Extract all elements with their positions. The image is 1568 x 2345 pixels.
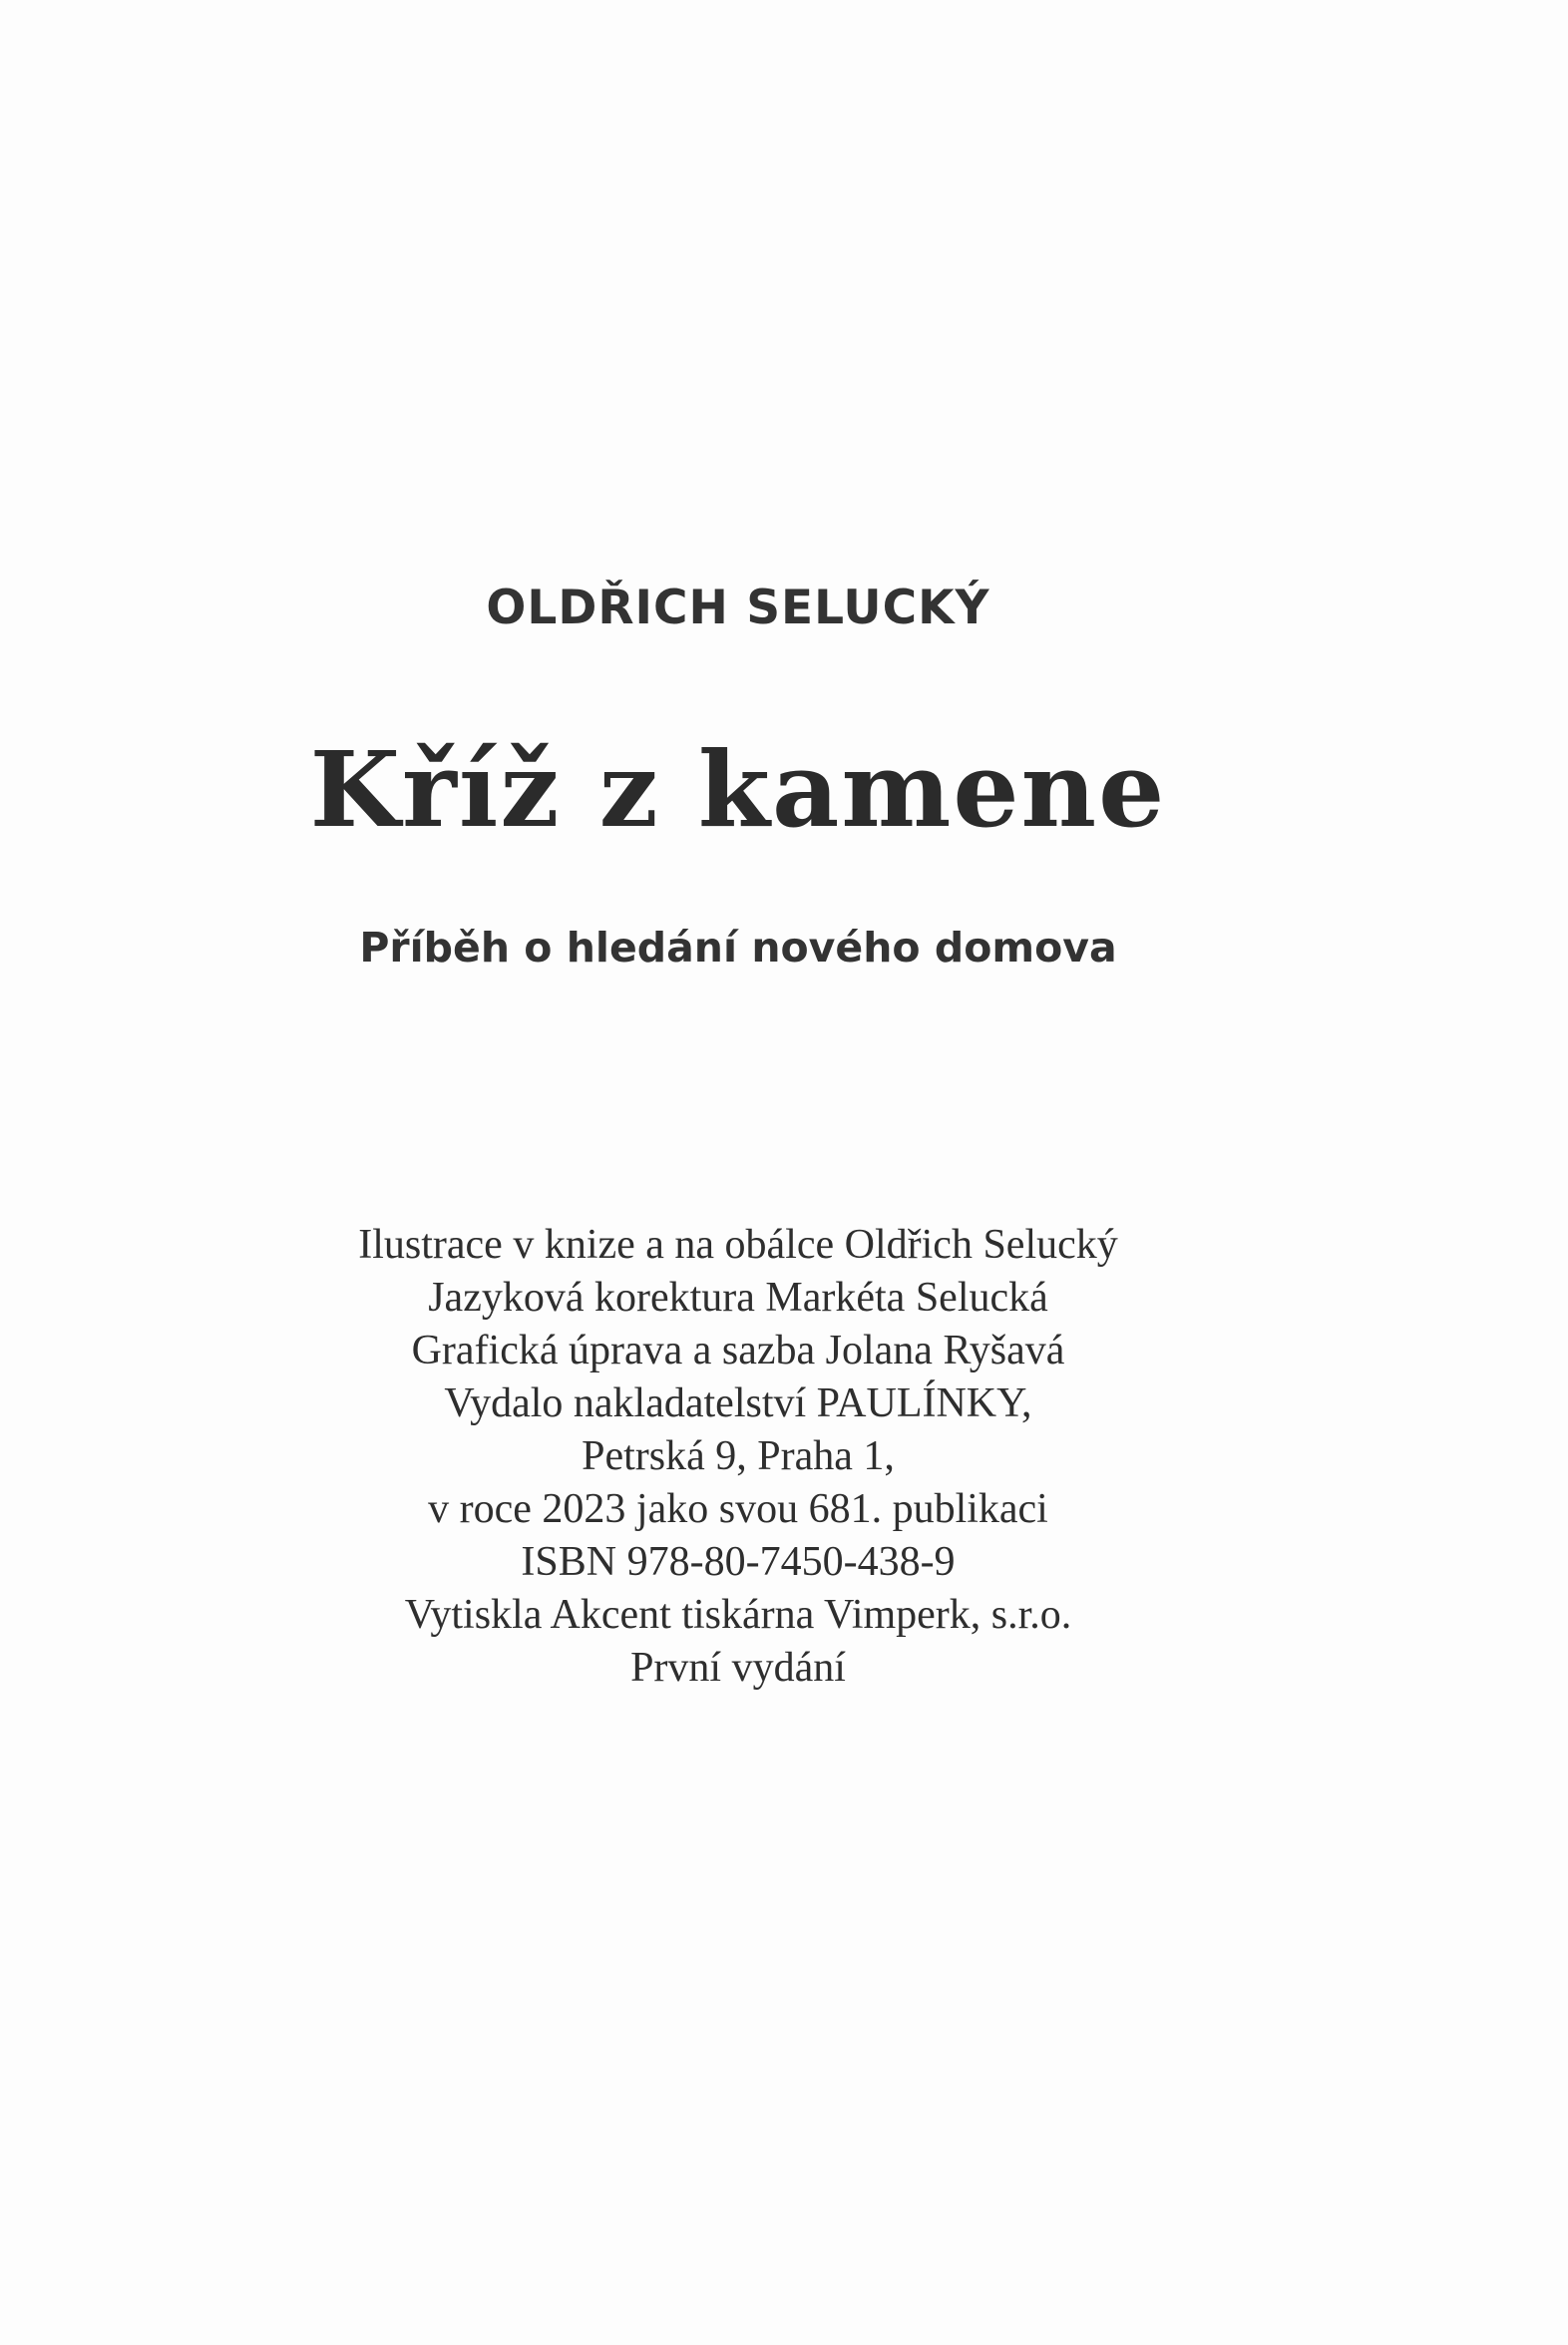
imprint-line: První vydání — [630, 1645, 846, 1691]
imprint-block — [0, 1219, 1476, 1695]
book-subtitle: Příběh o hledání nového domova — [359, 924, 1117, 972]
imprint-line: Grafická úprava a sazba Jolana Ryšavá — [411, 1328, 1065, 1373]
imprint-line: Ilustrace v knize a na obálce Oldřich Selucký — [358, 1222, 1118, 1268]
imprint-line: v roce 2023 jako svou 681. publikaci — [428, 1486, 1048, 1532]
book-title: Kříž z kamene — [309, 728, 1167, 851]
imprint-line: Jazyková korektura Markéta Selucká — [428, 1275, 1048, 1321]
author-name: OLDŘICH SELUCKÝ — [486, 581, 990, 635]
imprint-line: Vytiskla Akcent tiskárna Vimperk, s.r.o. — [404, 1592, 1072, 1638]
imprint-line: ISBN 978-80-7450-438-9 — [521, 1539, 956, 1585]
imprint-line: Petrská 9, Praha 1, — [582, 1433, 895, 1479]
imprint-line: Vydalo nakladatelství PAULÍNKY, — [444, 1380, 1032, 1426]
